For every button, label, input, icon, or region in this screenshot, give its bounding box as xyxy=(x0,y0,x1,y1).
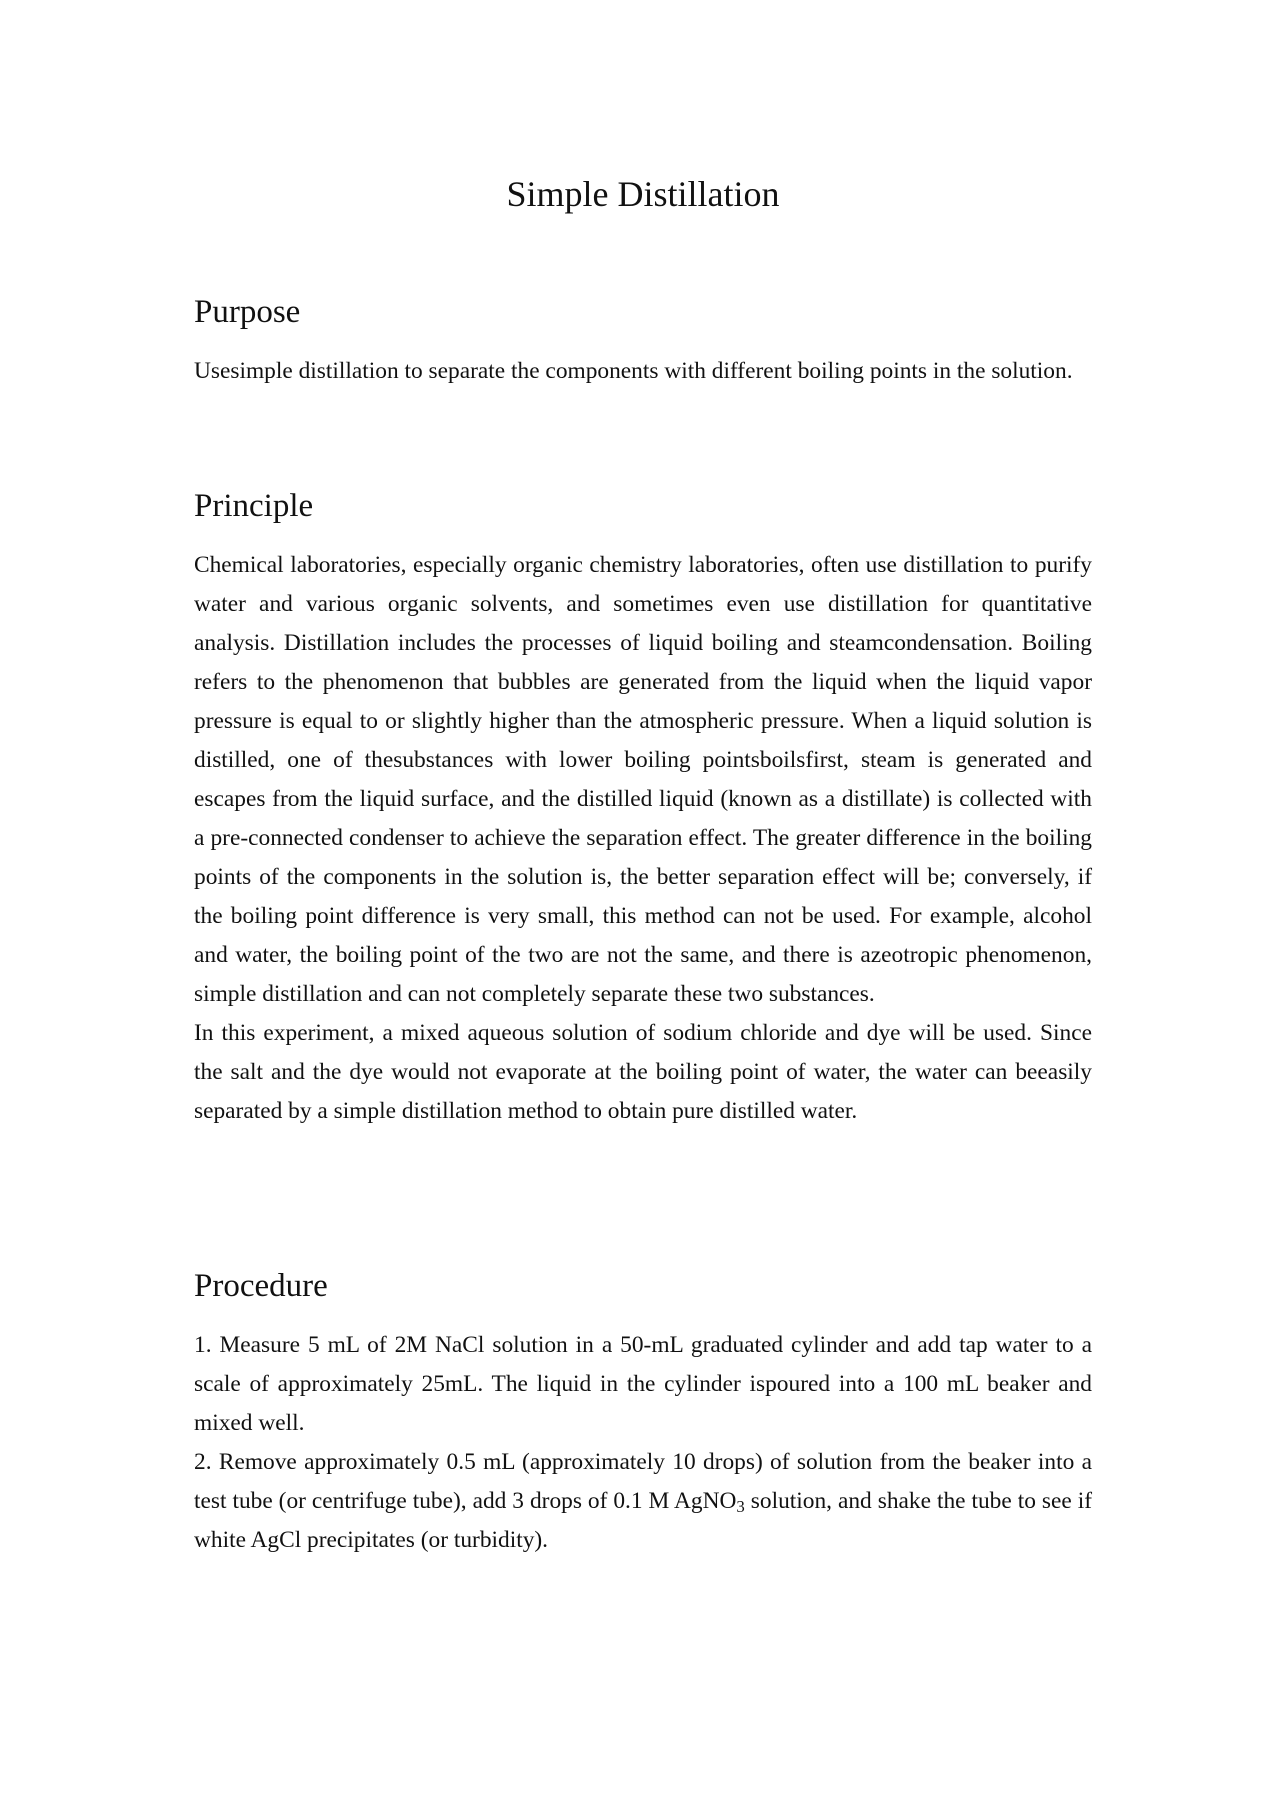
procedure-step-2-text-after: solution, and shake the tube to see if white AgCl precipitates (or turbidity). xyxy=(194,1488,1092,1553)
procedure-step-1: 1. Measure 5 mL of 2M NaCl solution in a 50-mL graduated cylinder and add tap water to a scale of approximately 25mL. The liquid in the cylinder ispoured into a 100 mL beaker and mixed well. xyxy=(194,1332,1092,1436)
agno3-subscript: 3 xyxy=(736,1497,745,1517)
principle-paragraph-1: Chemical laboratories, especially organic chemistry laboratories, often use distillation to purify water and various organic solvents, and sometimes even use distillation for quantitative analysis. Distillation includes the processes of liquid boiling and steamcondensation. Boiling refers to the phenomenon that bubbles are generated from the liquid when the liquid vapor pressure is equal to or slightly higher than the atmospheric pressure. When a liquid solution is distilled, one of thesubstances with lower boiling pointsboilsfirst, steam is generated and escapes from the liquid surface, and the distilled liquid (known as a distillate) is collected with a pre-connected condenser to achieve the separation effect. The greater difference in the boiling points of the components in the solution is, the better separation effect will be; conversely, if the boiling point difference is very small, this method can not be used. For example, alcohol and water, the boiling point of the two are not the same, and there is azeotropic phenomenon, simple distillation and can not completely separate these two substances. xyxy=(194,552,1092,1007)
principle-body xyxy=(194,546,1092,1131)
procedure-step-2-text-before: 2. Remove approximately 0.5 mL (approximately 10 drops) of solution from the beaker into a test tube (or centrifuge tube), add 3 drops of 0.1 M AgNO xyxy=(194,1449,1092,1514)
principle-heading: Principle xyxy=(194,488,314,524)
procedure-body xyxy=(194,1326,1092,1560)
purpose-heading: Purpose xyxy=(194,294,301,330)
procedure-step-2 xyxy=(194,1443,1092,1560)
principle-paragraph-2: In this experiment, a mixed aqueous solution of sodium chloride and dye will be used. Since the salt and the dye would not evaporate at the boiling point of water, the water can beeasily separated by a simple distillation method to obtain pure distilled water. xyxy=(194,1020,1092,1124)
page-title: Simple Distillation xyxy=(506,174,780,214)
procedure-heading: Procedure xyxy=(194,1268,328,1304)
purpose-text: Usesimple distillation to separate the components with different boiling points in the solution. xyxy=(194,358,1073,384)
